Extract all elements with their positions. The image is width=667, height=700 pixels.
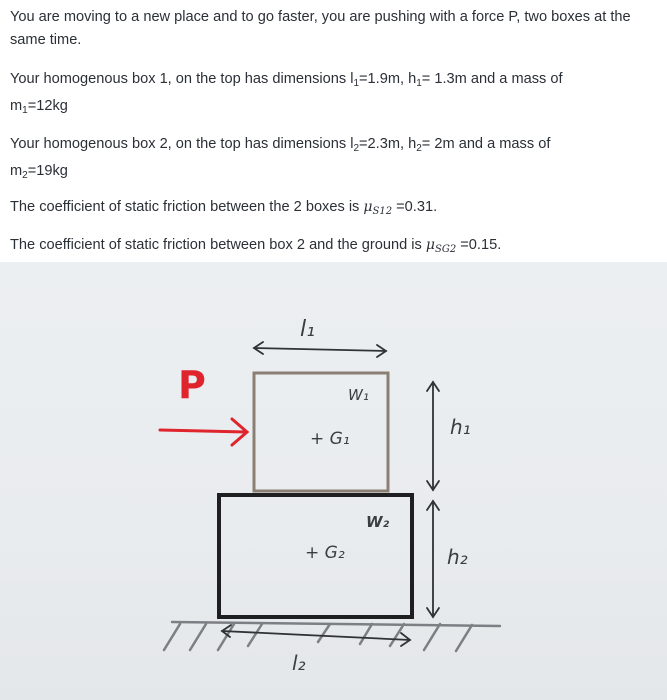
box1-m-subscript: 1 (22, 105, 28, 116)
box2-h-value: = 2m and a mass of (421, 136, 551, 152)
w1-label: W₁ (348, 386, 369, 404)
h2-dimension-arrow (427, 501, 439, 617)
friction-boxes-value: =0.31. (392, 199, 438, 215)
box1-m-value: =12kg (27, 98, 68, 114)
box2-l-value: =2.3m, (359, 136, 409, 152)
box2-m-symbol: m (10, 163, 23, 179)
box2-h-subscript: 2 (416, 143, 422, 154)
box1-prefix: Your homogenous box 1, on the top has dimensions (10, 71, 351, 87)
mu-symbol: μ (425, 237, 436, 253)
box1-description (10, 68, 650, 122)
l1-dimension-arrow (254, 342, 386, 357)
box2-m-subscript: 2 (22, 170, 28, 181)
box1-l-symbol: l (350, 71, 354, 87)
w2-label: W₂ (366, 513, 390, 531)
box2-l-symbol: l (350, 136, 354, 152)
l2-label: l₂ (292, 651, 306, 675)
friction-ground-value: =0.15. (456, 237, 502, 253)
h1-dimension-arrow (427, 382, 439, 490)
intro-text: You are moving to a new place and to go faster, you are pushing with a force P, two boxes at the same time. (10, 9, 631, 48)
l1-label: l₁ (300, 317, 315, 342)
h2-label: h₂ (447, 545, 468, 569)
h1-label: h₁ (450, 415, 471, 439)
mu-sg2-subscript: SG2 (435, 244, 457, 255)
diagram-photo (0, 262, 667, 700)
friction-with-ground (10, 234, 650, 261)
friction-between-boxes (10, 196, 650, 223)
friction-ground-prefix: The coefficient of static friction between box 2 and the ground is (10, 237, 426, 253)
force-arrow (160, 419, 247, 445)
box1-m-symbol: m (10, 98, 23, 114)
mu-symbol: μ (363, 199, 373, 215)
mu-s12-subscript: S12 (372, 206, 393, 217)
box1-h-subscript: 1 (416, 78, 422, 89)
box1-l-value: =1.9m, (359, 71, 409, 87)
force-label: P (178, 363, 206, 407)
box-diagram (0, 262, 667, 700)
box2-h-symbol: h (408, 136, 417, 152)
box2-description (10, 133, 650, 187)
friction-boxes-prefix: The coefficient of static friction between the 2 boxes is (10, 199, 364, 215)
box1-h-symbol: h (408, 71, 417, 87)
box1-l-subscript: 1 (353, 78, 360, 89)
problem-statement (0, 0, 667, 262)
box2-l-subscript: 2 (353, 143, 360, 154)
box2-prefix: Your homogenous box 2, on the top has dimensions (10, 136, 351, 152)
box2-m-value: =19kg (27, 163, 68, 179)
g1-label: + G₁ (310, 429, 350, 449)
g2-label: + G₂ (305, 543, 345, 563)
box1-h-value: = 1.3m and a mass of (421, 71, 563, 87)
